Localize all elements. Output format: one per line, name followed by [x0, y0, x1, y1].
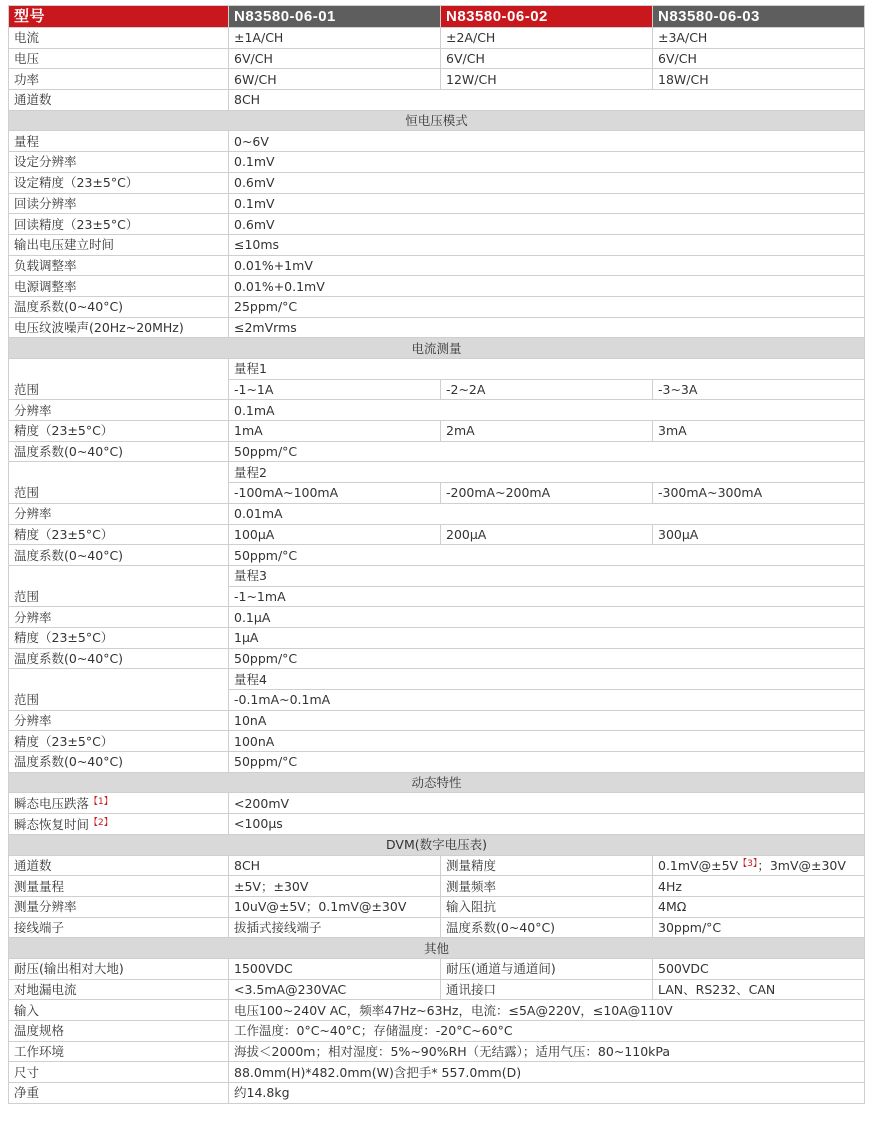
row-label: 测量精度 [441, 855, 653, 876]
section-header-other [9, 938, 865, 959]
cell-value: 50ppm/°C [229, 648, 865, 669]
cell-value: -3~3A [653, 379, 865, 400]
spec-row [9, 152, 865, 173]
cell-value: 拔插式接线端子 [229, 917, 441, 938]
cell-value: 300μA [653, 524, 865, 545]
cell-value: 6V/CH [229, 48, 441, 69]
row-label: 分辨率 [9, 607, 229, 628]
row-label: 温度系数(0~40°C) [441, 917, 653, 938]
cell-value: -200mA~200mA [441, 483, 653, 504]
model-3-header: N83580-06-03 [653, 6, 865, 28]
row-label: 温度系数(0~40°C) [9, 752, 229, 773]
cell-value: 100μA [229, 524, 441, 545]
spec-row [9, 1083, 865, 1104]
cell-value: 海拔＜2000m；相对湿度：5%~90%RH（无结露）；适用气压：80~110kPa [229, 1041, 865, 1062]
row-label: 测量分辨率 [9, 896, 229, 917]
section-title: 动态特性 [9, 772, 865, 793]
range-title-row [9, 565, 865, 586]
spec-row [9, 586, 865, 607]
row-label: 范围 [9, 483, 229, 504]
cell-value: 0.1mV [229, 152, 865, 173]
cell-value: 工作温度：0°C~40°C；存储温度：-20°C~60°C [229, 1021, 865, 1042]
spec-row [9, 503, 865, 524]
spec-row [9, 483, 865, 504]
spec-row [9, 1062, 865, 1083]
model-1-header: N83580-06-01 [229, 6, 441, 28]
spec-row [9, 255, 865, 276]
spec-row [9, 607, 865, 628]
cell-value: 0.1mV [229, 193, 865, 214]
row-label: 耐压(输出相对大地) [9, 958, 229, 979]
spec-row [9, 193, 865, 214]
spec-row [9, 172, 865, 193]
row-label [9, 814, 229, 835]
row-label: 对地漏电流 [9, 979, 229, 1000]
row-label: 设定分辨率 [9, 152, 229, 173]
section-header-current [9, 338, 865, 359]
value-text: ；3mV@±30V [757, 858, 846, 874]
footnote-mark: 【3】 [738, 859, 758, 870]
cell-value: 200μA [441, 524, 653, 545]
row-label: 温度系数(0~40°C) [9, 441, 229, 462]
row-label: 设定精度（23±5°C） [9, 172, 229, 193]
row-label: 范围 [9, 586, 229, 607]
cell-value: 50ppm/°C [229, 545, 865, 566]
row-label: 回读精度（23±5°C） [9, 214, 229, 235]
cell-value: 10uV@±5V；0.1mV@±30V [229, 896, 441, 917]
spec-row [9, 276, 865, 297]
section-title: 恒电压模式 [9, 110, 865, 131]
row-label: 电流 [9, 28, 229, 49]
blank-cell [9, 359, 229, 380]
cell-value: 500VDC [653, 958, 865, 979]
spec-row [9, 814, 865, 835]
range-name: 量程4 [229, 669, 865, 690]
cell-value: -1~1A [229, 379, 441, 400]
cell-value: 0.01mA [229, 503, 865, 524]
cell-value: ±5V；±30V [229, 876, 441, 897]
range-name: 量程2 [229, 462, 865, 483]
cell-value: ±1A/CH [229, 28, 441, 49]
section-header-cv [9, 110, 865, 131]
cell-value: 12W/CH [441, 69, 653, 90]
row-label: 输入阻抗 [441, 896, 653, 917]
row-label: 分辨率 [9, 503, 229, 524]
cell-value: 0.6mV [229, 172, 865, 193]
cell-value: 1500VDC [229, 958, 441, 979]
cell-value: 4MΩ [653, 896, 865, 917]
blank-cell [9, 462, 229, 483]
cell-value [653, 855, 865, 876]
cell-value: 0.1mA [229, 400, 865, 421]
row-label: 精度（23±5°C） [9, 524, 229, 545]
range-title-row [9, 462, 865, 483]
dvm-row [9, 896, 865, 917]
range-name: 量程1 [229, 359, 865, 380]
row-label: 通道数 [9, 90, 229, 111]
cell-value: 6V/CH [653, 48, 865, 69]
row-label: 负载调整率 [9, 255, 229, 276]
cell-value: 18W/CH [653, 69, 865, 90]
label-text: 瞬态电压跌落 [14, 796, 90, 812]
row-label: 分辨率 [9, 400, 229, 421]
cell-value: -100mA~100mA [229, 483, 441, 504]
cell-value: 0.1μA [229, 607, 865, 628]
row-label: 温度系数(0~40°C) [9, 648, 229, 669]
value-text: 0.1mV@±5V [658, 858, 739, 874]
spec-table [8, 5, 865, 1104]
section-title: 电流测量 [9, 338, 865, 359]
blank-cell [9, 565, 229, 586]
footnote-mark: 【1】 [89, 797, 113, 808]
spec-row [9, 131, 865, 152]
cell-value: 10nA [229, 710, 865, 731]
row-label: 通讯接口 [441, 979, 653, 1000]
spec-row [9, 317, 865, 338]
row-label [9, 793, 229, 814]
power-row [9, 69, 865, 90]
row-label: 回读分辨率 [9, 193, 229, 214]
spec-row [9, 1041, 865, 1062]
cell-value: 1mA [229, 421, 441, 442]
spec-row [9, 979, 865, 1000]
cell-value: 50ppm/°C [229, 752, 865, 773]
current-row [9, 28, 865, 49]
section-title: DVM(数字电压表) [9, 834, 865, 855]
cell-value: -2~2A [441, 379, 653, 400]
row-label: 范围 [9, 379, 229, 400]
cell-value: ≤10ms [229, 234, 865, 255]
cell-value: 88.0mm(H)*482.0mm(W)含把手* 557.0mm(D) [229, 1062, 865, 1083]
spec-row [9, 627, 865, 648]
blank-cell [9, 669, 229, 690]
dvm-row [9, 917, 865, 938]
cell-value: 2mA [441, 421, 653, 442]
cell-value: <200mV [229, 793, 865, 814]
row-label: 电压 [9, 48, 229, 69]
range-name: 量程3 [229, 565, 865, 586]
section-header-dvm [9, 834, 865, 855]
spec-row [9, 421, 865, 442]
cell-value: 0~6V [229, 131, 865, 152]
row-label: 接线端子 [9, 917, 229, 938]
channels-row [9, 90, 865, 111]
spec-row [9, 296, 865, 317]
cell-value: <3.5mA@230VAC [229, 979, 441, 1000]
cell-value: ±3A/CH [653, 28, 865, 49]
row-label: 温度系数(0~40°C) [9, 296, 229, 317]
row-label: 功率 [9, 69, 229, 90]
spec-row [9, 793, 865, 814]
cell-value: 4Hz [653, 876, 865, 897]
cell-value: 0.6mV [229, 214, 865, 235]
spec-row [9, 1000, 865, 1021]
model-2-header: N83580-06-02 [441, 6, 653, 28]
row-label: 电源调整率 [9, 276, 229, 297]
spec-row [9, 441, 865, 462]
row-label: 工作环境 [9, 1041, 229, 1062]
cell-value: 0.01%+1mV [229, 255, 865, 276]
dvm-row [9, 855, 865, 876]
cell-value: ±2A/CH [441, 28, 653, 49]
row-label: 尺寸 [9, 1062, 229, 1083]
spec-row [9, 731, 865, 752]
row-label: 分辨率 [9, 710, 229, 731]
spec-row [9, 958, 865, 979]
row-label: 净重 [9, 1083, 229, 1104]
model-label: 型号 [9, 6, 229, 28]
row-label: 测量频率 [441, 876, 653, 897]
spec-row [9, 690, 865, 711]
voltage-row [9, 48, 865, 69]
cell-value: -300mA~300mA [653, 483, 865, 504]
row-label: 电压纹波噪声(20Hz~20MHz) [9, 317, 229, 338]
cell-value: 8CH [229, 855, 441, 876]
cell-value: 0.01%+0.1mV [229, 276, 865, 297]
row-label: 温度系数(0~40°C) [9, 545, 229, 566]
spec-row [9, 379, 865, 400]
row-label: 精度（23±5°C） [9, 731, 229, 752]
row-label: 测量量程 [9, 876, 229, 897]
row-label: 通道数 [9, 855, 229, 876]
cell-value: 1μA [229, 627, 865, 648]
cell-value: <100μs [229, 814, 865, 835]
row-label: 量程 [9, 131, 229, 152]
spec-row [9, 545, 865, 566]
footnote-mark: 【2】 [89, 817, 113, 828]
cell-value: 电压100~240V AC，频率47Hz~63Hz，电流：≤5A@220V，≤10A@110V [229, 1000, 865, 1021]
row-label: 温度规格 [9, 1021, 229, 1042]
row-label: 输入 [9, 1000, 229, 1021]
spec-row [9, 648, 865, 669]
range-title-row [9, 669, 865, 690]
range-title-row [9, 359, 865, 380]
cell-value: 3mA [653, 421, 865, 442]
cell-value: 约14.8kg [229, 1083, 865, 1104]
header-row [9, 6, 865, 28]
cell-value: 30ppm/°C [653, 917, 865, 938]
label-text: 瞬态恢复时间 [14, 816, 90, 832]
spec-row [9, 214, 865, 235]
cell-value: 8CH [229, 90, 865, 111]
section-header-dynamic [9, 772, 865, 793]
cell-value: LAN、RS232、CAN [653, 979, 865, 1000]
row-label: 范围 [9, 690, 229, 711]
row-label: 耐压(通道与通道间) [441, 958, 653, 979]
spec-row [9, 234, 865, 255]
cell-value: 50ppm/°C [229, 441, 865, 462]
row-label: 输出电压建立时间 [9, 234, 229, 255]
row-label: 精度（23±5°C） [9, 627, 229, 648]
cell-value: 25ppm/°C [229, 296, 865, 317]
spec-row [9, 524, 865, 545]
cell-value: ≤2mVrms [229, 317, 865, 338]
row-label: 精度（23±5°C） [9, 421, 229, 442]
dvm-row [9, 876, 865, 897]
cell-value: 6W/CH [229, 69, 441, 90]
spec-row [9, 710, 865, 731]
spec-row [9, 752, 865, 773]
section-title: 其他 [9, 938, 865, 959]
cell-value: -0.1mA~0.1mA [229, 690, 865, 711]
spec-row [9, 1021, 865, 1042]
cell-value: 100nA [229, 731, 865, 752]
cell-value: -1~1mA [229, 586, 865, 607]
cell-value: 6V/CH [441, 48, 653, 69]
spec-row [9, 400, 865, 421]
